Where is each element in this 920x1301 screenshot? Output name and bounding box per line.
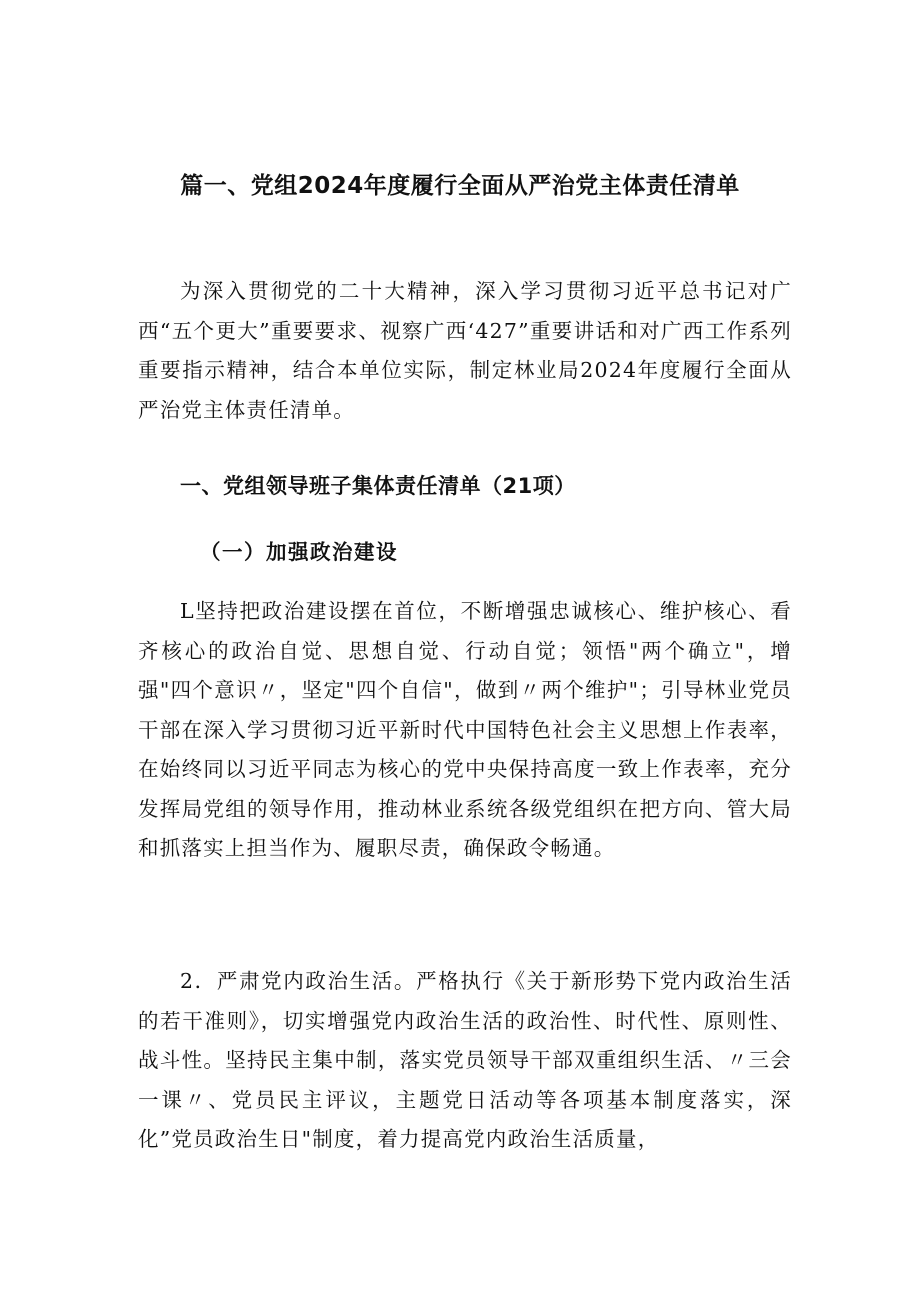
document-title: 篇一、党组2024年度履行全面从严治党主体责任清单 [180,173,740,199]
intro-paragraph: 为深入贯彻党的二十大精神，深入学习贯彻习近平总书记对广西“五个更大”重要要求、视察广西‘427”重要讲话和对广西工作系列重要指示精神，结合本单位实际，制定林业局2024年度履行全面从严治党主体责任清单。 [138,279,792,422]
item-paragraph-1: L坚持把政治建设摆在首位，不断增强忠诚核心、维护核心、看齐核心的政治自觉、思想自觉、行动自觉；领悟"两个确立"，增强"四个意识〃，坚定"四个自信"，做到〃两个维护"；引导林业党员干部在深入学习贯彻习近平新时代中国特色社会主义思想上作表率，在始终同以习近平同志为核心的党中央保持高度一致上作表率，充分发挥局党组的领导作用，推动林业系统各级党组织在把方向、管大局和抓落实上担当作为、履职尽责，确保政令畅通。 [138,599,792,860]
subsection-heading: （一）加强政治建设 [200,540,398,564]
section-heading: 一、党组领导班子集体责任清单（21项） [180,474,576,498]
item-paragraph-2: 2．严肃党内政治生活。严格执行《关于新形势下党内政治生活的若干准则》，切实增强党内政治生活的政治性、时代性、原则性、战斗性。坚持民主集中制，落实党员领导干部双重组织生活、〃三会一课〃、党员民主评议，主题党日活动等各项基本制度落实，深化”党员政治生日"制度，着力提高党内政治生活质量， [138,969,792,1151]
